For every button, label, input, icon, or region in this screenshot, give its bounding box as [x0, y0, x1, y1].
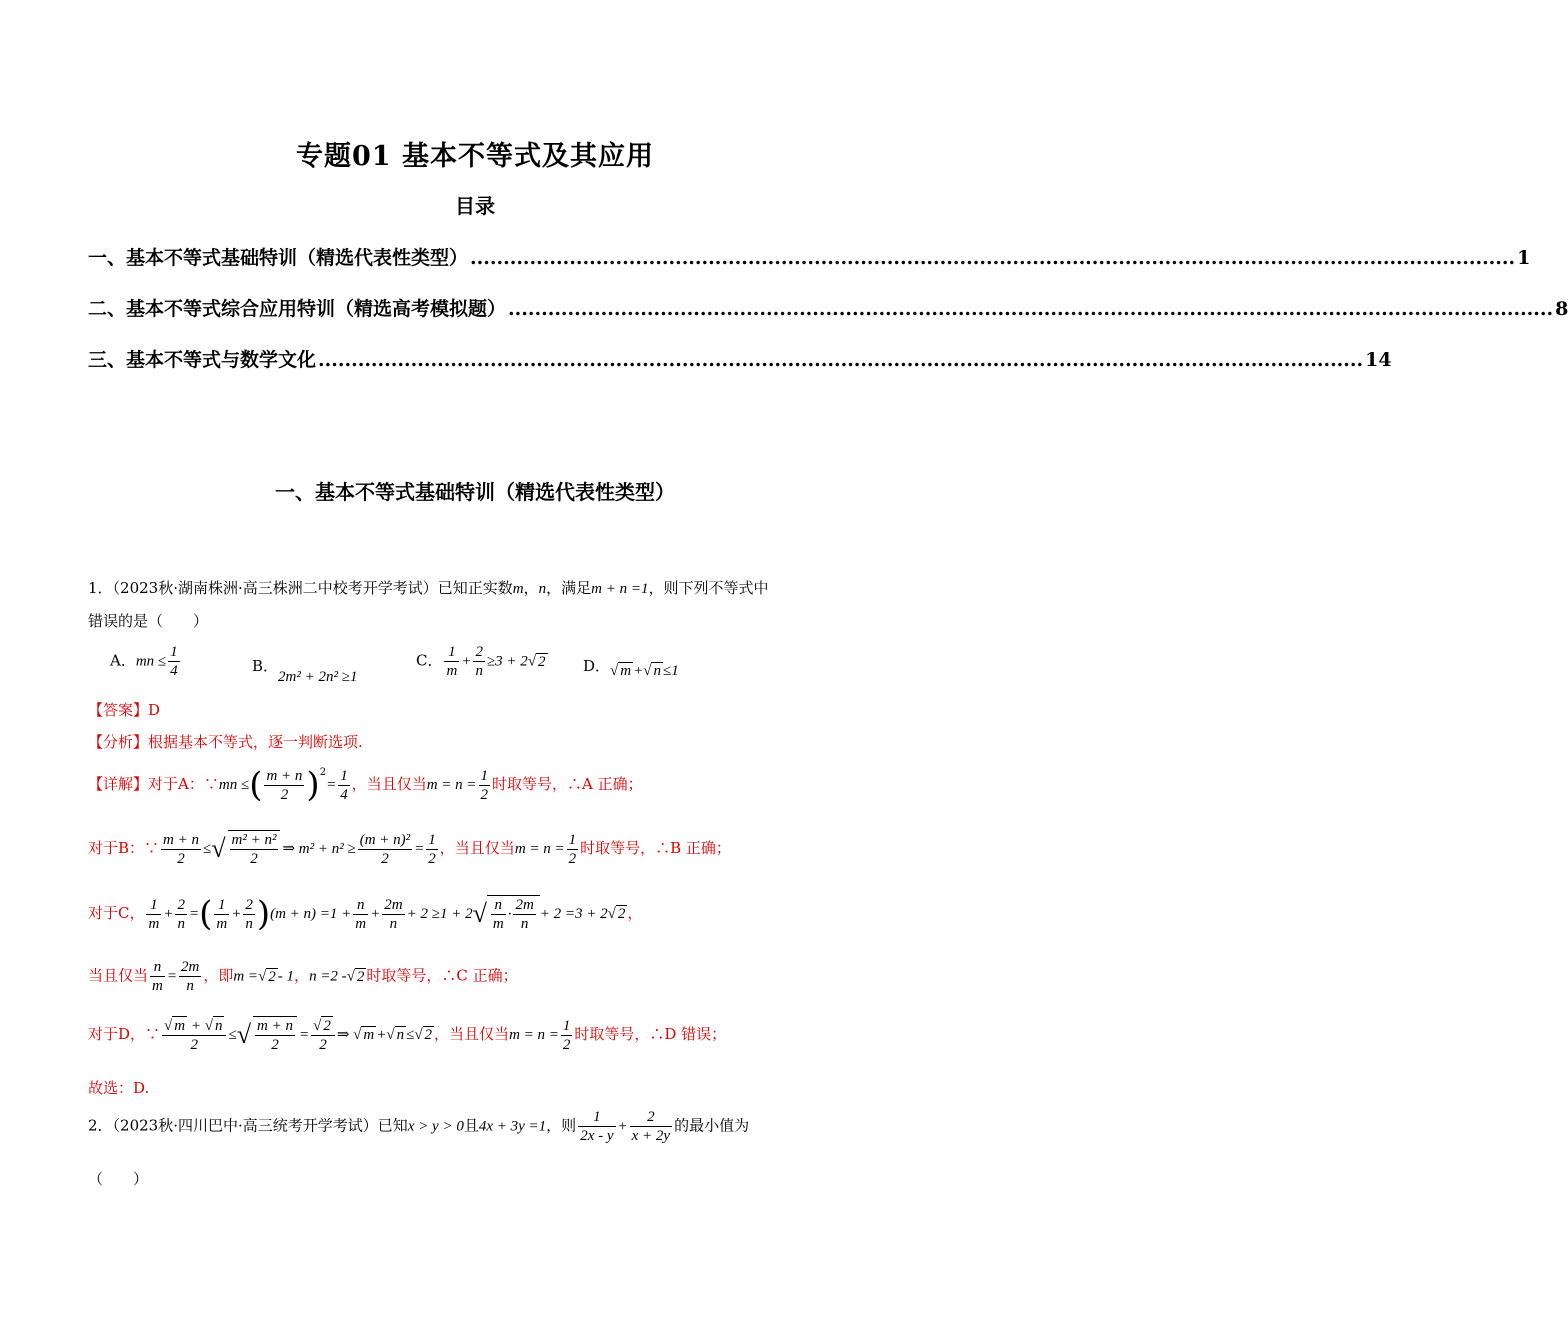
answer-tag: 【答案】	[88, 701, 149, 719]
operator: +	[617, 1118, 628, 1135]
toc-entry-label: 二、基本不等式综合应用特训（精选高考模拟题）	[88, 298, 507, 320]
radicand: 2	[617, 906, 626, 922]
toc-entry-2[interactable]	[88, 294, 1568, 321]
q2-source: （2023秋·四川巴中·高三统考开学考试）	[112, 1116, 378, 1135]
math-expr: 4x + 3y =1	[478, 1118, 547, 1135]
fraction: $\frac{1}{2}$	[428, 831, 436, 867]
sqrt-sign: √	[346, 968, 355, 985]
operator: =	[298, 1027, 310, 1043]
paren-left: (	[249, 765, 263, 805]
operator: ≤	[228, 1027, 237, 1043]
q1-option-b[interactable]	[252, 655, 358, 685]
operator: ≤	[406, 1027, 415, 1043]
operator: +	[633, 663, 644, 679]
sqrt-sign: √	[472, 899, 487, 928]
radicand: 2	[538, 653, 546, 670]
math-expr: + 2 ≥1 + 2	[406, 906, 473, 922]
section-title: 一、基本不等式基础特训（精选代表性类型）	[275, 480, 675, 504]
fraction: $\frac{n}{m}$	[355, 896, 367, 932]
q1-detail-c2	[88, 958, 518, 995]
operator: +	[163, 906, 174, 922]
fraction: $\frac{1}{m}$	[148, 896, 160, 932]
toc-entry-label: 一、基本不等式基础特训（精选代表性类型）	[88, 247, 469, 269]
operator: +	[376, 1027, 387, 1043]
q1-stem-line2: 错误的是（ ）	[88, 612, 209, 630]
q1-stem-text: ，则下列不等式中	[648, 579, 769, 597]
q1-option-c[interactable]	[416, 643, 548, 680]
detail-text: ，当且仅当	[434, 1025, 510, 1043]
fraction: $\frac{2m}{n}$	[515, 896, 534, 932]
q2-stem-text: 且	[463, 1116, 479, 1135]
radicand: n	[396, 1027, 405, 1043]
operator: =	[414, 841, 425, 857]
option-expr: mn ≤	[135, 653, 167, 670]
math-expr: - 1	[277, 968, 295, 985]
detail-text: ，当且仅当	[439, 839, 515, 857]
detail-text: ，当且仅当	[351, 775, 427, 793]
fraction: $\frac{2m}{n}$	[180, 959, 200, 994]
toc-entry-1[interactable]	[88, 243, 1531, 270]
operator: =	[188, 906, 200, 922]
radicand: 2	[424, 1027, 433, 1043]
option-expr: ≤1	[662, 663, 679, 679]
fraction: $\frac{2}{n}$	[475, 644, 483, 679]
detail-text: 对于C，	[88, 904, 145, 922]
fraction: $\frac{1}{2x - y}$	[580, 1109, 614, 1144]
fraction: $\frac{m + n}{2}$	[163, 831, 199, 867]
q1-detail-b	[88, 830, 731, 868]
fraction: $\frac{1}{m}$	[216, 896, 228, 932]
detail-text: 对于B：∵	[88, 839, 160, 857]
math-expr: x > y > 0	[407, 1118, 464, 1135]
fraction: $\frac{1}{2}$	[480, 767, 489, 803]
toc-page-number: 1	[1517, 247, 1531, 269]
sqrt-sign: √	[211, 834, 226, 863]
q2-stem-text: ，则	[546, 1116, 577, 1135]
fraction: $\frac{2}{n}$	[177, 896, 185, 932]
detail-text: ，	[294, 966, 310, 985]
q1-condition: m + n =1	[591, 581, 649, 597]
detail-text: 当且仅当	[88, 966, 149, 985]
fraction: $\frac{2}{n}$	[245, 896, 253, 932]
operator: =	[166, 968, 177, 985]
sqrt-sign: √	[258, 968, 267, 985]
q1-var-n: n	[538, 581, 547, 597]
detail-text: ，	[627, 904, 643, 922]
toc-page-number: 8	[1555, 298, 1568, 320]
fraction: $\frac{1}{2}$	[562, 1017, 571, 1053]
answer-value: D	[148, 701, 161, 719]
toc-heading: 目录	[455, 194, 495, 218]
fraction: $\frac{√ 2}{2}$	[311, 1016, 335, 1054]
fraction: $\frac{n}{m}$	[492, 896, 504, 932]
paren-right: )	[256, 894, 271, 934]
sqrt-sign: √	[386, 1027, 395, 1043]
detail-text: 对于D，∵	[88, 1025, 161, 1043]
q1-analysis	[88, 731, 363, 752]
radicand: n	[653, 663, 661, 679]
analysis-text: 根据基本不等式，逐一判断选项.	[148, 733, 363, 751]
operator: +	[370, 906, 381, 922]
operator: +	[461, 653, 472, 670]
q1-detail-a	[88, 765, 643, 805]
radicand: m	[363, 1027, 375, 1043]
analysis-tag: 【分析】	[88, 733, 149, 751]
toc-page-number: 14	[1365, 349, 1392, 371]
sqrt-sign: √	[643, 663, 652, 679]
q2-stem	[88, 1108, 749, 1145]
q2-answer-blank: （ ）	[88, 1170, 149, 1188]
q1-stem-text: 已知正实数	[437, 579, 513, 597]
sqrt-sign: √	[349, 1027, 362, 1043]
sqrt-sign: √	[414, 1027, 423, 1043]
fraction: $\frac{\text{(m + n)²}}{2}$	[359, 831, 411, 867]
radicand: 2	[356, 968, 365, 985]
q2-number: 2．	[88, 1116, 113, 1135]
math-expr: m = n =	[514, 841, 565, 857]
q1-number: 1．	[88, 579, 113, 597]
toc-leader-dots: ..............................................................................................................................................................	[508, 298, 1554, 320]
sqrt-sign: √	[527, 653, 537, 670]
q1-option-a[interactable]	[110, 643, 182, 680]
fraction: $\frac{2}{x + 2y}$	[631, 1109, 671, 1144]
q1-option-d[interactable]	[583, 655, 679, 679]
fraction: $\frac{1}{2}$	[568, 831, 577, 867]
q1-detail-d	[88, 1016, 726, 1054]
math-expr: n =2 -	[309, 968, 347, 985]
paren-right: )	[306, 765, 320, 805]
fraction: $\frac{\text{m² + n²}}{2}$	[228, 830, 281, 868]
q1-detail-c	[88, 894, 642, 934]
radicand: m	[620, 663, 632, 679]
q1-stem-text: ，满足	[546, 579, 592, 597]
q1-conclusion: 故选：D.	[88, 1079, 150, 1097]
operator: ⇒	[336, 1027, 350, 1043]
fraction: $\frac{m + n}{2}$	[266, 767, 303, 803]
fraction: $\frac{√ m + √ n}{2}$	[162, 1016, 226, 1054]
sqrt-sign: √	[236, 1020, 251, 1049]
fraction: $\frac{2m}{n}$	[384, 896, 403, 932]
detail-tag: 【详解】	[88, 775, 149, 793]
toc-leader-dots: ..............................................................................................................................................................	[318, 349, 1364, 371]
math-expr: m = n =	[509, 1027, 559, 1043]
sqrt-sign: √	[607, 906, 616, 922]
fraction: $\frac{1}{m}$	[446, 644, 458, 679]
fraction: $\frac{n}{m}$	[152, 959, 163, 994]
q1-source: （2023秋·湖南株洲·高三株洲二中校考开学考试）	[112, 579, 438, 597]
toc-entry-label: 三、基本不等式与数学文化	[88, 349, 317, 371]
math-expr: m = n =	[426, 777, 477, 793]
detail-text: 时取等号，∴C 正确；	[366, 966, 518, 985]
math-expr: + 2 =3 + 2	[539, 906, 608, 922]
paren-left: (	[199, 894, 213, 934]
operator: +	[231, 906, 242, 922]
detail-text: 时取等号，∴A 正确；	[492, 775, 643, 793]
option-expr: ≥3 + 2	[486, 653, 528, 670]
option-expr: 2m² + 2n² ≥1	[278, 669, 358, 685]
fraction: $\frac{m + n}{2}$	[253, 1016, 297, 1054]
q2-stem-text: 的最小值为	[674, 1116, 750, 1135]
operator: ·	[507, 906, 512, 922]
math-expr: (m + n) =1 +	[270, 906, 352, 922]
math-expr: mn ≤	[218, 777, 250, 793]
radicand: 2	[268, 968, 276, 985]
option-label: C．	[416, 651, 443, 670]
detail-text: 对于A：∵	[148, 775, 219, 793]
option-label: A．	[110, 651, 136, 670]
detail-text: 时取等号，∴B 正确；	[580, 839, 731, 857]
math-expr: ⇒ m² + n² ≥	[282, 841, 356, 857]
detail-text: 时取等号，∴D 错误；	[574, 1025, 727, 1043]
exponent: 2	[319, 767, 327, 778]
option-label: D．	[583, 657, 611, 675]
q1-sep: ，	[523, 579, 539, 597]
operator: ≤	[203, 841, 212, 857]
q1-stem-line1	[88, 577, 769, 598]
detail-text: ，即	[203, 966, 234, 985]
operator: =	[326, 777, 337, 793]
fraction: $\frac{1}{4}$	[170, 644, 178, 679]
toc-entry-3[interactable]	[88, 345, 1392, 372]
sqrt-sign: √	[610, 663, 619, 679]
page-title: 专题01 基本不等式及其应用	[296, 141, 654, 172]
option-label: B．	[252, 657, 279, 675]
q1-answer	[88, 699, 160, 720]
toc-leader-dots: ..............................................................................................................................................................	[470, 247, 1516, 269]
fraction: $\frac{1}{4}$	[340, 767, 348, 803]
math-expr: m =	[233, 968, 259, 985]
q1-var-m: m	[512, 581, 524, 597]
q2-stem-text: 已知	[377, 1116, 408, 1135]
